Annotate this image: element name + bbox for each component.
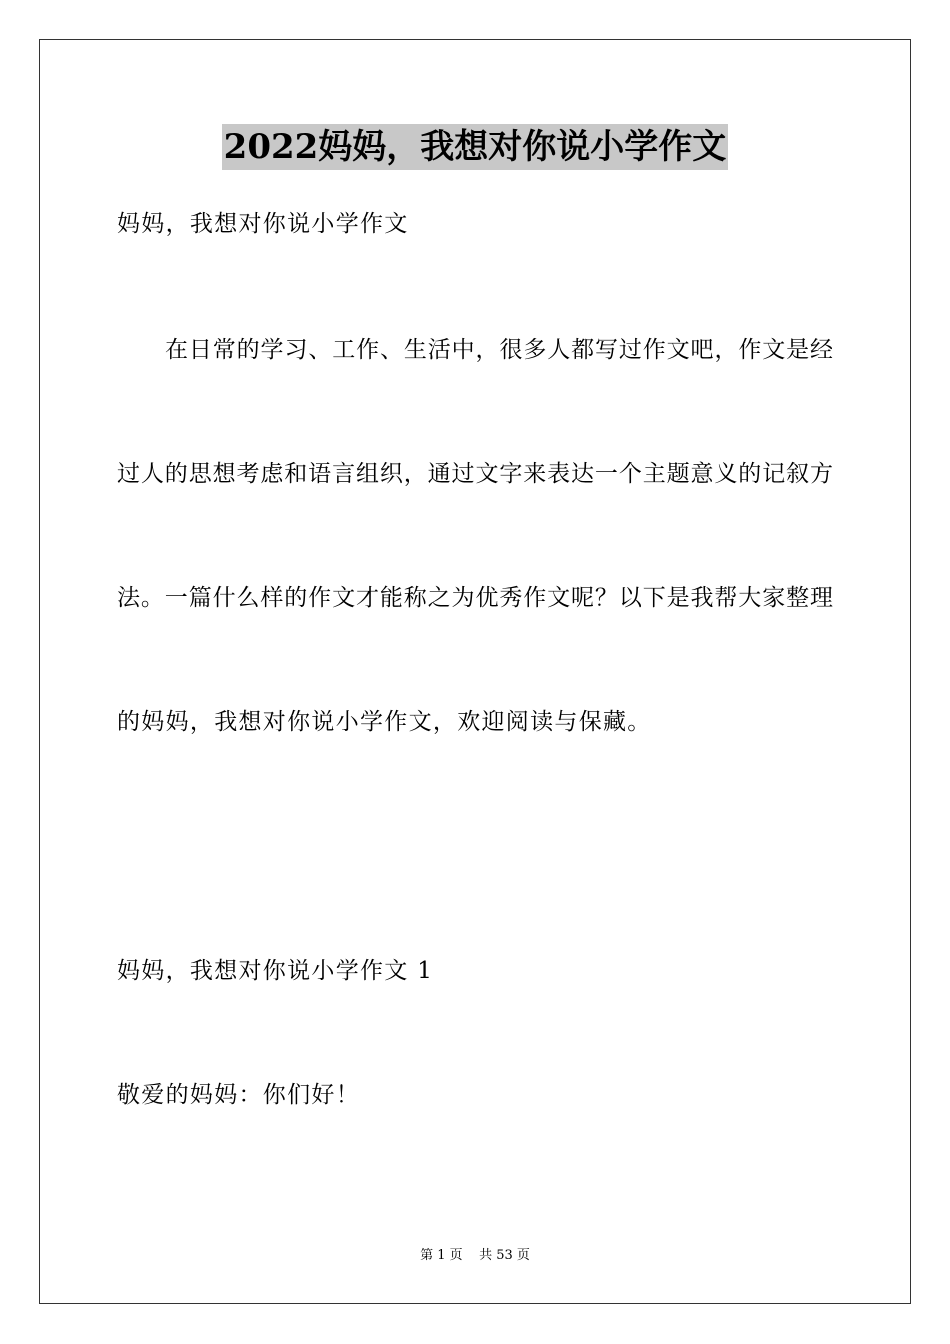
paragraph-line: 法。一篇什么样的作文才能称之为优秀作文呢？以下是我帮大家整理 xyxy=(117,585,833,611)
title-container xyxy=(0,124,950,170)
paragraph-line: 在日常的学习、工作、生活中，很多人都写过作文吧，作文是经 xyxy=(165,337,833,363)
document-subtitle: 妈妈，我想对你说小学作文 xyxy=(117,211,409,237)
paragraph-line: 过人的思想考虑和语言组织，通过文字来表达一个主题意义的记叙方 xyxy=(117,461,833,487)
document-title: 2022妈妈，我想对你说小学作文 xyxy=(222,124,729,170)
page-number: 第 1 页 共 53 页 xyxy=(420,1248,530,1263)
section-heading: 妈妈，我想对你说小学作文 1 xyxy=(117,958,434,984)
greeting-line: 敬爱的妈妈：你们好！ xyxy=(117,1082,360,1108)
paragraph-line: 的妈妈，我想对你说小学作文，欢迎阅读与保藏。 xyxy=(117,709,652,735)
